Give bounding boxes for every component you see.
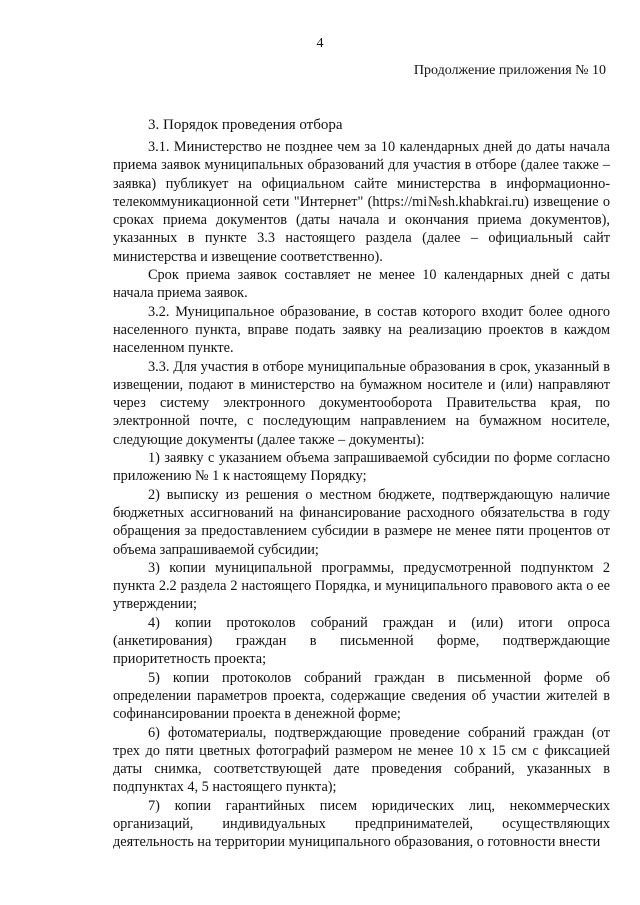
paragraph-application-period: Срок приема заявок составляет не менее 10 календарных дней с даты начала приема заявок.	[113, 267, 610, 302]
paragraph-3-3: 3.3. Для участия в отборе муниципальные образования в срок, указанный в извещении, подают в министерство на бумажном носителе и (или) направляют через систему электронного документооборота Правительства края, по электронной почте, с последующим направлением на бумажном носителе, следующие документы (далее также – документы):	[113, 358, 610, 448]
page-number: 4	[316, 36, 324, 51]
list-item-5: 5) копии протоколов собраний граждан в письменной форме об определении параметров проекта, содержащие сведения об участии жителей в софинансировании проекта в денежной форме;	[113, 669, 610, 723]
paragraph-3-1: 3.1. Министерство не позднее чем за 10 календарных дней до даты начала приема заявок муниципальных образований для участия в отборе (далее также – заявка) публикует на официальном сайте министерства в информационно-телекоммуникационной сети "Интернет" (https://mi№sh.khabkrai.ru) извещение о сроках приема документов (даты начала и окончания приема документов), указанных в пункте 3.3 настоящего раздела (далее – официальный сайт министерства и извещение соответственно).	[113, 139, 610, 265]
document-body	[113, 138, 610, 852]
paragraph-3-2: 3.2. Муниципальное образование, в состав которого входит более одного населенного пункта, вправе подать заявку на реализацию проектов в каждом населенном пункте.	[113, 303, 610, 357]
section-title: 3. Порядок проведения отбора	[148, 117, 343, 133]
list-item-3: 3) копии муниципальной программы, предусмотренной подпунктом 2 пункта 2.2 раздела 2 настоящего Порядка, и муниципального правового акта о ее утверждении;	[113, 559, 610, 613]
appendix-continuation-header: Продолжение приложения № 10	[413, 63, 606, 78]
list-item-6: 6) фотоматериалы, подтверждающие проведение собраний граждан (от трех до пяти цветных фотографий размером не менее 10 х 15 см с фиксацией даты снимка, соответствующей дате проведения собраний, указанных в подпунктах 4, 5 настоящего пункта);	[113, 724, 610, 796]
list-item-1: 1) заявку с указанием объема запрашиваемой субсидии по форме согласно приложению № 1 к настоящему Порядку;	[113, 450, 610, 485]
list-item-4: 4) копии протоколов собраний граждан и (или) итоги опроса (анкетирования) граждан в письменной форме, подтверждающие приоритетность проекта;	[113, 614, 610, 668]
list-item-7: 7) копии гарантийных писем юридических лиц, некоммерческих организаций, индивидуальных предпринимателей, осуществляющих деятельность на территории муниципального образования, о готовности внести	[113, 797, 610, 851]
list-item-2: 2) выписку из решения о местном бюджете, подтверждающую наличие бюджетных ассигнований на финансирование расходного обязательства в году обращения за предоставлением субсидии в размере не менее пяти процентов от объема запрашиваемой субсидии;	[113, 486, 610, 558]
